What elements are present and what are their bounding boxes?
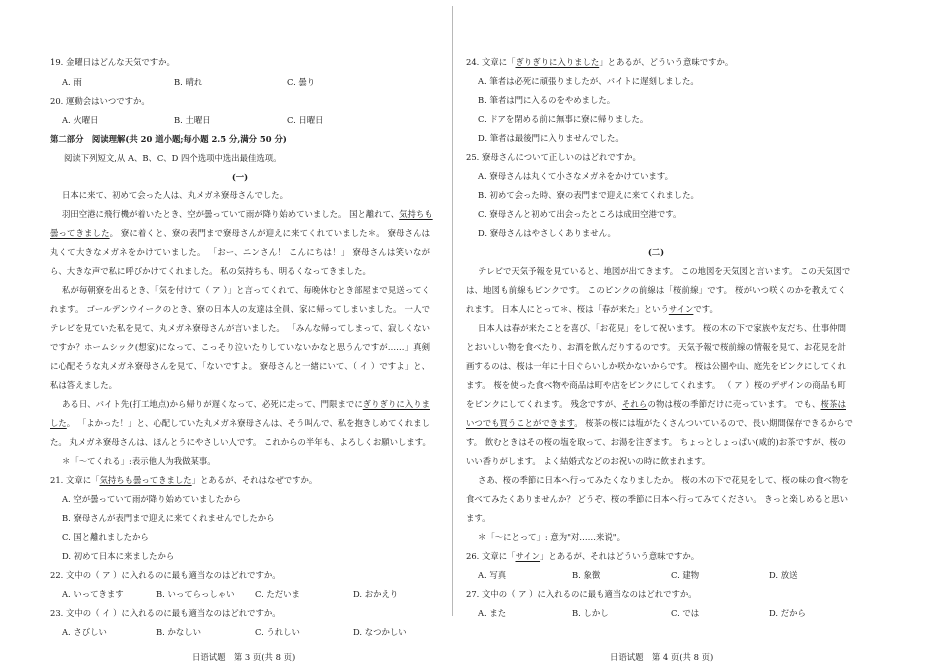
q24-option-d: D. 筆者は最後門に入りませんでした。 xyxy=(478,133,624,143)
q27-option-b: B. しかし xyxy=(572,608,609,618)
passage-1-line: ですか？ホームシック(想家)になって、こっそり泣いたりしていないかなと思うんですが……」真剣 xyxy=(50,342,430,352)
q27-option-d: D. だから xyxy=(769,608,806,618)
passage-2-line: さあ、桜の季節に日本へ行ってみたくなりましたか。 桜の木の下で花見をして、桜の味の食べ物を xyxy=(478,475,849,485)
passage-1-line: 曇ってきました。 寮に着くと、寮の表門まで寮母さんが迎えに来てくれていました＊。 寮母さんは xyxy=(50,228,431,238)
q26-option-d: D. 放送 xyxy=(769,570,798,580)
passage-2-line: は、地図も前線もピンクです。 このピンクの前線は「桜前線」です。 桜がいつ咲くのかを教えてく xyxy=(466,285,846,295)
q22-option-d: D. おかえり xyxy=(353,589,399,599)
passage-1-line: 私は答えました。 xyxy=(50,380,117,390)
underlined-phrase: した xyxy=(50,418,67,428)
passage-1-line: 羽田空港に飛行機が着いたとき、空が曇っていて雨が降り始めていました。 国と離れて、気持ちも xyxy=(62,209,433,219)
q22-option-a: A. いってきます xyxy=(62,589,124,599)
underlined-phrase: いつでも買うことができます xyxy=(466,418,575,428)
q23-option-d: D. なつかしい xyxy=(353,627,407,637)
q27-option-c: C. では xyxy=(671,608,700,618)
q24-option-c: C. ドアを閉める前に無事に寮に帰りました。 xyxy=(478,114,649,124)
passage-2-line: テレビで天気予報を見ていると、地図が出てきます。 この地図を天気図と言います。 この天気図で xyxy=(478,266,851,276)
q21-option-d: D. 初めて日本に来ましたから xyxy=(62,551,175,561)
passage-1-line: 日本に来て、初めて会った人は、丸メガネ寮母さんでした。 xyxy=(62,190,288,200)
underlined-phrase: 桜茶は xyxy=(820,399,846,409)
question-21-stem: 21. 文章に「気持ちも曇ってきました」とあるが、それはなぜですか。 xyxy=(50,475,318,485)
passage-1-line: れます。 ゴールデンウイークのとき、寮の日本人の友達は全員、家に帰ってしまいました。 一人で xyxy=(50,304,430,314)
q26-option-b: B. 象徴 xyxy=(572,570,601,580)
passage-1-line: した。 「よかった！」と、心配していた丸メガネ寮母さんは、そう叫んで、私を抱きしめてくれまし xyxy=(50,418,430,428)
q23-option-b: B. かなしい xyxy=(156,627,201,637)
passage-2-line: ます。 xyxy=(466,513,491,523)
underlined-phrase: サイン xyxy=(668,304,694,314)
passage-2-line: いつでも買うことができます。 桜茶の桜には塩がたくさんついているので、長い期間保存できるからで xyxy=(466,418,853,428)
instruction: 阅读下列短文,从 A、B、C、D 四个选项中选出最佳选项。 xyxy=(64,153,282,163)
q21-option-c: C. 国と離れましたから xyxy=(62,532,149,542)
q19-option-c: C. 曇り xyxy=(287,77,316,87)
q26-option-c: C. 建物 xyxy=(671,570,700,580)
section-title: 第二部分 阅读理解(共 20 道小题;每小题 2.5 分,满分 50 分) xyxy=(50,134,287,144)
q22-option-b: B. いってらっしゃい xyxy=(156,589,235,599)
passage-1-line: 私が毎朝寮を出るとき、「気を付けて（ ア ）」と言ってくれて、毎晩休むとき部屋まで見送ってく xyxy=(62,285,430,295)
q23-option-c: C. うれしい xyxy=(255,627,300,637)
passage-1-heading: (一) xyxy=(231,172,249,182)
passage-1-line: ら、大きな声で私に呼びかけてくれました。 私の気持ちも、明るくなってきました。 xyxy=(50,266,371,276)
q26-option-a: A. 写真 xyxy=(478,570,507,580)
page-divider xyxy=(452,6,453,616)
page-footer-left: 日语试题 第 3 页(共 8 页) xyxy=(192,652,296,662)
passage-2-line: 画するのは、桜は一年に十日ぐらいしか咲かないからです。 桜は公園や山、庭先をピンクにしてくれ xyxy=(466,361,846,371)
q24-option-a: A. 筆者は必死に頑張りましたが、バイトに遅刻しました。 xyxy=(478,76,699,86)
q20-option-c: C. 日曜日 xyxy=(287,115,324,125)
passage-2-heading: (二) xyxy=(647,247,665,257)
question-22-stem: 22. 文中の（ ア ）に入れるのに最も適当なのはどれですか。 xyxy=(50,570,281,580)
q25-option-a: A. 寮母さんは丸くて小さなメガネをかけています。 xyxy=(478,171,673,181)
q22-option-c: C. ただいま xyxy=(255,589,300,599)
question-19-stem: 19. 金曜日はどんな天気ですか。 xyxy=(50,57,175,67)
underlined-phrase: それら xyxy=(621,399,648,409)
passage-2-line: 食べてみたくありませんか？ どうぞ、桜の季節に日本へ行ってみてください。 きっと楽しめると思い xyxy=(466,494,849,504)
q27-option-a: A. また xyxy=(478,608,507,618)
passage-2-line: をピンクにしてくれます。 残念ですが、それらの物は桜の季節だけに売っています。 でも、桜茶は xyxy=(466,399,846,409)
underlined-phrase: 曇ってきました xyxy=(50,228,110,238)
passage-1-line: た。 丸メガネ寮母さんは、ほんとうにやさしい人です。 これからの半年も、よろしくお願いします。 xyxy=(50,437,431,447)
question-27-stem: 27. 文中の（ ア ）に入れるのに最も適当なのはどれですか。 xyxy=(466,589,697,599)
passage-1-line: テレビを見ていた私を見て、丸メガネ寮母さんが言いました。 「みんな帰ってしまって、寂しくない xyxy=(50,323,430,333)
q19-option-b: B. 晴れ xyxy=(174,77,203,87)
q21-option-b: B. 寮母さんが表門まで迎えに来てくれませんでしたから xyxy=(62,513,275,523)
question-24-stem: 24. 文章に「ぎりぎりに入りました」とあるが、どういう意味ですか。 xyxy=(466,57,734,67)
passage-2-line: 日本人は春が来たことを喜び、「お花見」をして祝います。 桜の木の下で家族や友だち、仕事仲間 xyxy=(478,323,846,333)
q25-option-c: C. 寮母さんと初めて出会ったところは成田空港です。 xyxy=(478,209,682,219)
q24-option-b: B. 筆者は門に入るのをやめました。 xyxy=(478,95,616,105)
question-20-stem: 20. 運動会はいつですか。 xyxy=(50,96,150,106)
passage-2-line: す。 飲むときはその桜の塩を取って、お湯を注ぎます。 ちょっとしょっぱい(咸的)お茶ですが、桜の xyxy=(466,437,846,447)
question-26-stem: 26. 文章に「サイン」とあるが、それはどういう意味ですか。 xyxy=(466,551,700,561)
q19-option-a: A. 雨 xyxy=(62,77,82,87)
question-23-stem: 23. 文中の（ イ ）に入れるのに最も適当なのはどれですか。 xyxy=(50,608,281,618)
passage-2-line: いい香りがします。 よく結婚式などのお祝いの時に飲まれます。 xyxy=(466,456,711,466)
passage-1-line: ある日、バイト先(打工地点)から帰りが遅くなって、必死に走って、門限までにぎりぎりに入りま xyxy=(62,399,430,409)
q20-option-a: A. 火曜日 xyxy=(62,115,99,125)
footnote: ＊「〜てくれる」:表示他人为我做某事。 xyxy=(62,456,216,466)
underlined-phrase: 気持ちも xyxy=(399,209,433,219)
underlined-phrase: ぎりぎりに入りま xyxy=(362,399,430,409)
q25-option-d: D. 寮母さんはやさしくありません。 xyxy=(478,228,616,238)
passage-1-line: 丸くて大きなメガネをかけていました。 「おー、ニンさん！ こんにちは！」 寮母さんは笑いなが xyxy=(50,247,430,257)
passage-2-line: ます。 桜を使った食べ物や商品は町や店をピンクにしてくれます。 （ ア ）桜のデザインの商品も町 xyxy=(466,380,846,390)
footnote: ＊「〜にとって」: 意为"对……来说"。 xyxy=(478,532,626,542)
page-footer-right: 日语试题 第 4 页(共 8 页) xyxy=(610,652,714,662)
q23-option-a: A. さびしい xyxy=(62,627,107,637)
passage-1-line: に心配そうな丸メガネ寮母さんを見て、「ないですよ。 寮母さんと一緒にいて、（ イ ）ですよ」と、 xyxy=(50,361,430,371)
passage-2-line: れます。 日本人にとって＊、桜は「春が来た」というサインです。 xyxy=(466,304,718,314)
q20-option-b: B. 土曜日 xyxy=(174,115,211,125)
question-25-stem: 25. 寮母さんについて正しいのはどれですか。 xyxy=(466,152,641,162)
passage-2-line: とおいしい物を食べたり、お酒を飲んだりするのです。 天気予報で桜前線の情報を見て、お花見を計 xyxy=(466,342,846,352)
q21-option-a: A. 空が曇っていて雨が降り始めていましたから xyxy=(62,494,241,504)
q25-option-b: B. 初めて会った時、寮の表門まで迎えに来てくれました。 xyxy=(478,190,699,200)
